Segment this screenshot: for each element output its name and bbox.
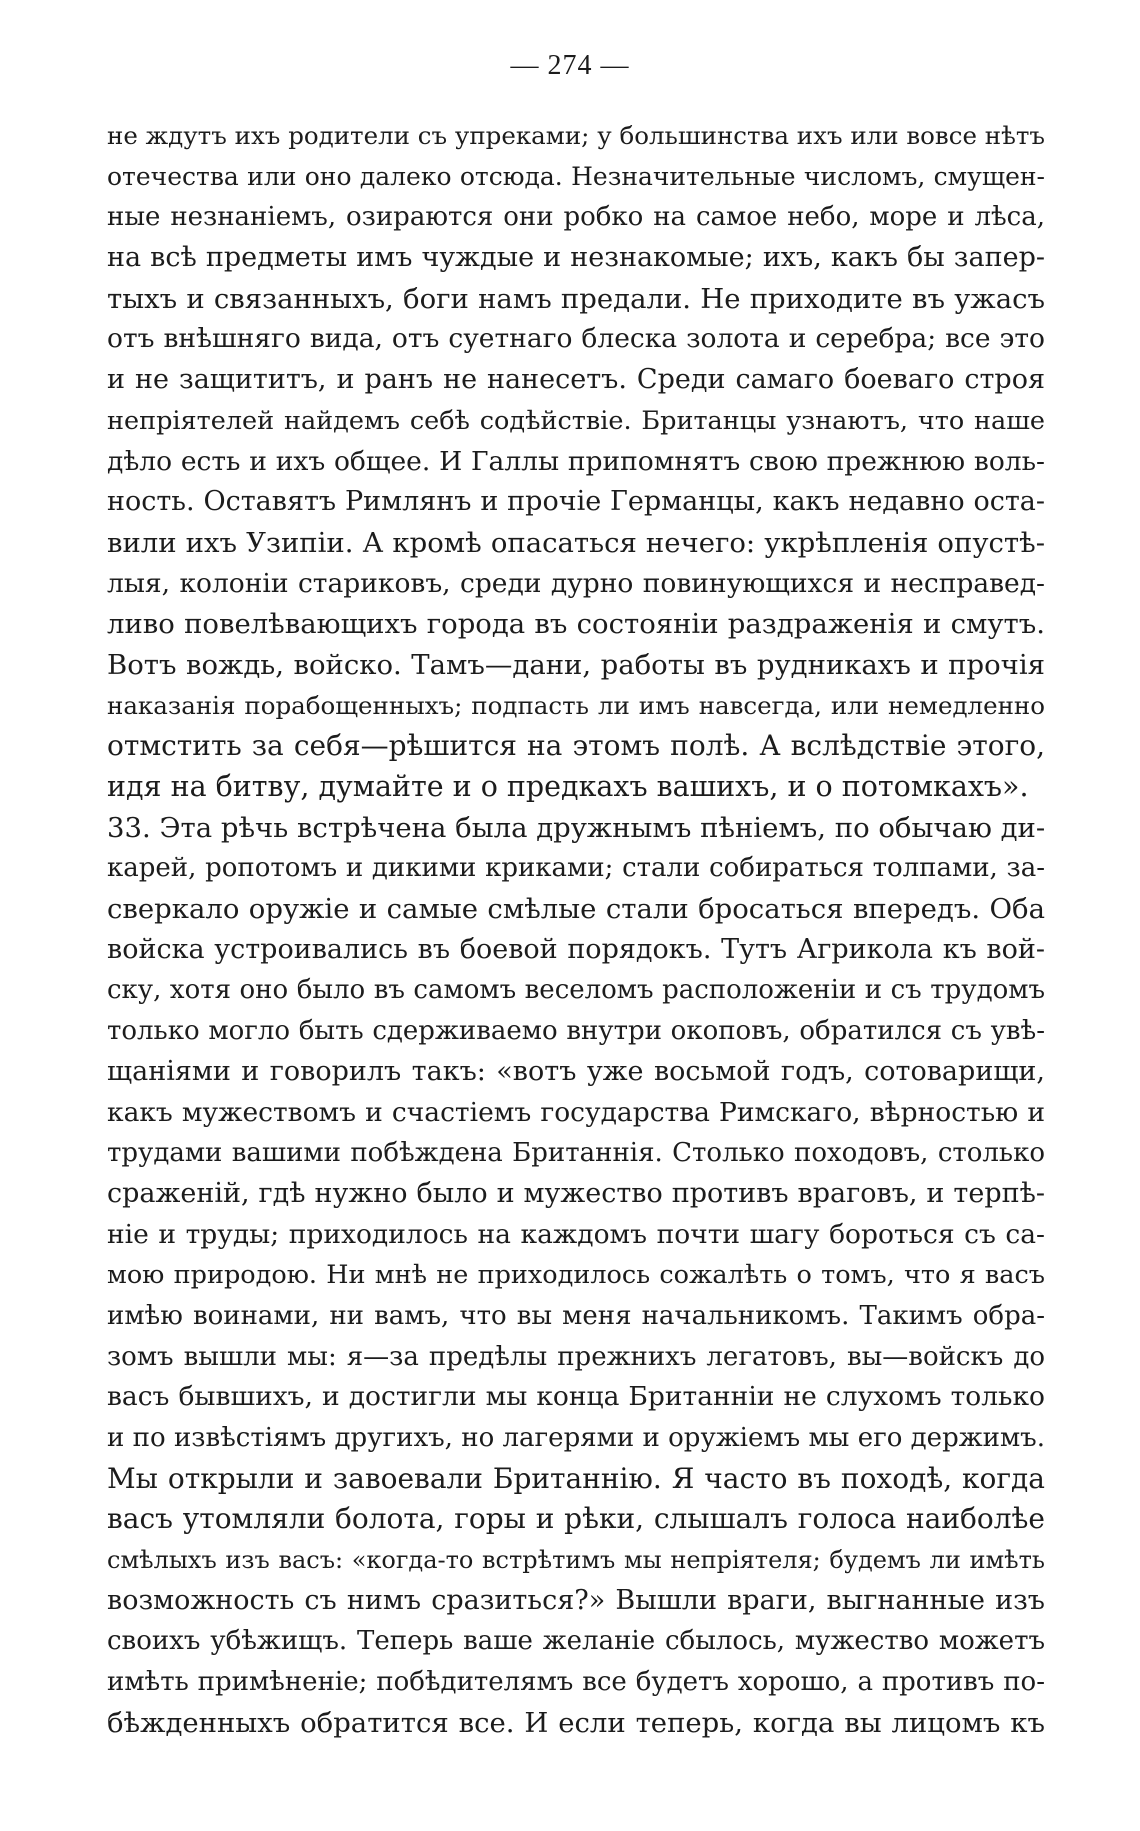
text-line: какъ мужествомъ и счастіемъ государства Римскаго, вѣрностью и: [107, 1096, 1045, 1128]
text-line: непріятелей найдемъ себѣ содѣйствіе. Британцы узнаютъ, что наше: [107, 405, 1045, 436]
text-line: ность. Оставятъ Римлянъ и прочіе Германцы, какъ недавно оста-: [107, 486, 1045, 518]
text-line: васъ бывшихъ, и достигли мы конца Британніи не слухомъ только: [107, 1381, 1045, 1413]
text-line: смѣлыхъ изъ васъ: «когда-то встрѣтимъ мы непріятеля; будемъ ли имѣть: [107, 1546, 1045, 1575]
text-line: и не защититъ, и ранъ не нанесетъ. Среди самаго боеваго строя: [107, 364, 1045, 396]
text-line: ску, хотя оно было въ самомъ веселомъ расположеніи и съ трудомъ: [107, 975, 1045, 1006]
text-line: вили ихъ Узипіи. А кромѣ опасаться нечего: укрѣпленія опустѣ-: [107, 526, 1045, 559]
text-line: только могло быть сдерживаемо внутри окоповъ, обратился съ увѣ-: [107, 1016, 1045, 1047]
text-line: Вотъ вождь, войско. Тамъ—дани, работы въ рудникахъ и прочія: [107, 648, 1045, 681]
text-line: не ждутъ ихъ родители съ упреками; у большинства ихъ или вовсе нѣтъ: [107, 121, 1045, 150]
text-line: карей, ропотомъ и дикими криками; стали собираться толпами, за-: [107, 853, 1045, 884]
text-line: и по извѣстіямъ другихъ, но лагерями и оружіемъ мы его держимъ.: [107, 1423, 1045, 1453]
text-line: ніе и труды; приходилось на каждомъ почти шагу бороться съ са-: [107, 1218, 1045, 1250]
text-line: бѣжденныхъ обратится все. И если теперь, когда вы лицомъ къ: [107, 1706, 1045, 1739]
text-line: наказанія порабощенныхъ; подпасть ли имъ навсегда, или немедленно: [107, 690, 1045, 720]
text-line: отъ внѣшняго вида, отъ суетнаго блеска золота и серебра; все это: [107, 323, 1045, 355]
text-line: войска устроивались въ боевой порядокъ. Тутъ Агрикола къ вой-: [107, 933, 1045, 965]
text-line: зомъ вышли мы: я—за предѣлы прежнихъ легатовъ, вы—войскъ до: [107, 1341, 1045, 1372]
text-line: на всѣ предметы имъ чуждые и незнакомые; ихъ, какъ бы запер-: [107, 242, 1045, 274]
text-line: имѣю воинами, ни вамъ, что вы меня начальникомъ. Такимъ обра-: [107, 1300, 1045, 1331]
body-text: [107, 116, 1045, 1744]
text-line: трудами вашими побѣждена Британнія. Столько походовъ, столько: [107, 1138, 1045, 1169]
text-line: мою природою. Ни мнѣ не приходилось сожалѣть о томъ, что я васъ: [107, 1260, 1045, 1291]
text-line: сраженій, гдѣ нужно было и мужество противъ враговъ, и терпѣ-: [107, 1177, 1045, 1209]
text-line: тыхъ и связанныхъ, боги намъ предали. Не приходите въ ужасъ: [107, 282, 1045, 315]
text-line: имѣть примѣненіе; побѣдителямъ все будетъ хорошо, а противъ по-: [107, 1667, 1045, 1698]
text-line: Мы открыли и завоевали Британнію. Я часто въ походѣ, когда: [107, 1461, 1045, 1495]
text-line: дѣло есть и ихъ общее. И Галлы припомнятъ свою прежнюю воль-: [107, 445, 1045, 477]
text-line: ные незнаніемъ, озираются они робко на самое небо, море и лѣса,: [107, 202, 1045, 233]
text-line: ливо повелѣвающихъ города въ состояніи раздраженія и смутъ.: [107, 608, 1045, 641]
text-line: лыя, колоніи стариковъ, среди дурно повинующихся и несправед-: [107, 567, 1045, 599]
text-line: щаніями и говорилъ такъ: «вотъ уже восьмой годъ, сотоварищи,: [107, 1055, 1045, 1087]
text-line: отечества или оно далеко отсюда. Незначительные числомъ, смущен-: [107, 161, 1045, 191]
text-line: сверкало оружіе и самые смѣлые стали бросаться впередъ. Оба: [107, 893, 1045, 926]
text-line: возможность съ нимъ сразиться?» Вышли враги, выгнанные изъ: [107, 1584, 1045, 1616]
page-number: — 274 —: [510, 50, 630, 81]
paragraph-end-line: идя на битву, думайте и о предкахъ вашихъ, и о потомкахъ».: [107, 770, 1029, 803]
text-line: васъ утомляли болота, горы и рѣки, слышалъ голоса наиболѣе: [107, 1502, 1045, 1536]
text-line: 33. Эта рѣчь встрѣчена была дружнымъ пѣніемъ, по обычаю ди-: [107, 811, 1045, 844]
text-line: своихъ убѣжищъ. Теперь ваше желаніе сбылось, мужество можетъ: [107, 1626, 1045, 1657]
text-line: отмстить за себя—рѣшится на этомъ полѣ. А вслѣдствіе этого,: [107, 729, 1045, 763]
